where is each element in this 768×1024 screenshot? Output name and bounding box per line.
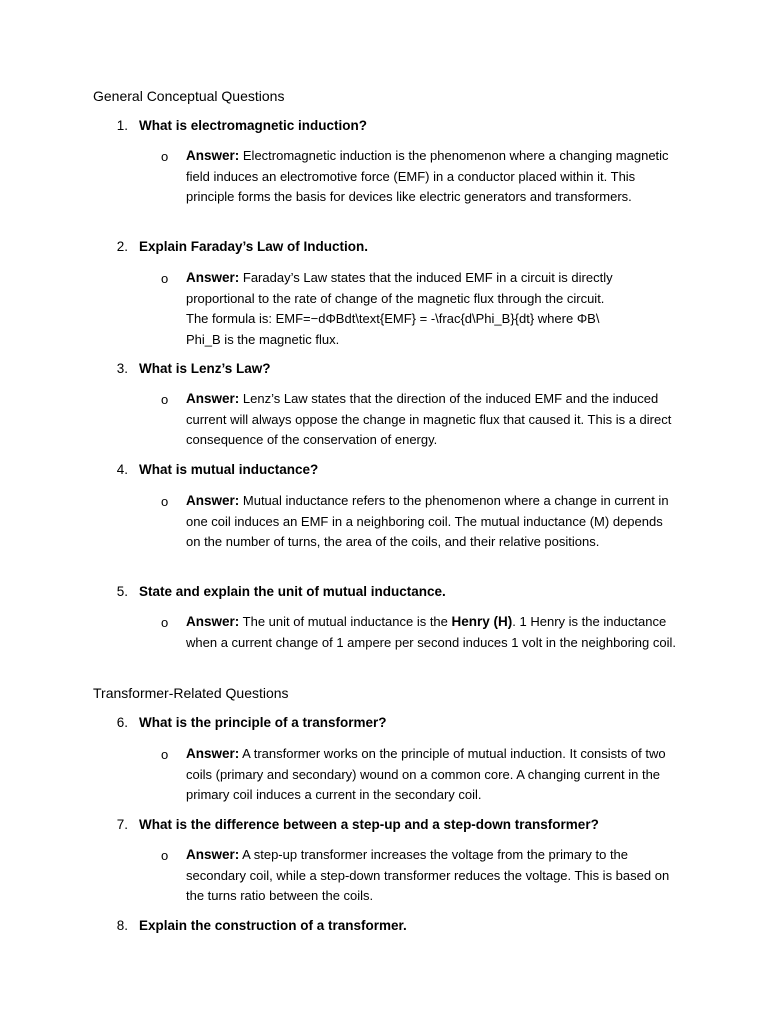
answer-label: Answer: (186, 493, 240, 508)
question-text: What is Lenz’s Law? (139, 361, 271, 376)
bullet-icon: o (161, 271, 169, 286)
question-number: 4. (116, 462, 128, 477)
answer-body: A transformer works on the principle of mutual induction. It consists of two coils (primary and secondary) wound on a common core. A changing current in the primary coil induces a current in the secondary coil. (186, 746, 666, 802)
question-text: What is electromagnetic induction? (139, 118, 368, 133)
question-3 (0, 359, 768, 379)
answer-text (186, 744, 676, 806)
answer-body-post: . 1 Henry is the inductance when a current change of 1 ampere per second induces 1 volt in the neighboring coil. (186, 614, 676, 650)
answer-body: A step-up transformer increases the voltage from the primary to the secondary coil, while a step-down transformer reduces the voltage. This is based on the turns ratio between the coils. (186, 847, 670, 903)
question-6 (0, 713, 768, 733)
question-text: Explain the construction of a transformer. (139, 918, 407, 933)
answer-body-emphasis: Henry (H) (451, 614, 513, 629)
answer-body: Lenz’s Law states that the direction of the induced EMF and the induced current will always oppose the change in magnetic flux that caused it. This is a direct consequence of the conservation of energy. (186, 391, 672, 447)
question-1 (0, 116, 768, 136)
answer-line: Phi_B is the magnetic flux. (186, 331, 340, 347)
bullet-icon: o (161, 494, 169, 509)
answer-label: Answer: (186, 614, 240, 629)
question-4 (0, 460, 768, 480)
answer-label: Answer: (186, 270, 240, 285)
question-text: State and explain the unit of mutual inductance. (139, 584, 446, 599)
answer-text (186, 389, 676, 451)
answer-text (186, 268, 676, 350)
answer-formula-line: The formula is: EMF=−dΦBdt\text{EMF} = -\frac{d\Phi_B}{dt} where ΦB\ (186, 311, 600, 326)
answer-label: Answer: (186, 391, 240, 406)
answer-body: Electromagnetic induction is the phenomenon where a changing magnetic field induces an electromotive force (EMF) in a conductor placed within it. This principle forms the basis for devices like electric generators and transformers. (186, 148, 669, 204)
bullet-icon: o (161, 848, 169, 863)
answer-text (186, 146, 676, 208)
question-number: 5. (116, 584, 128, 599)
question-5 (0, 582, 768, 602)
question-text: What is the principle of a transformer? (139, 715, 387, 730)
question-2 (0, 237, 768, 257)
answer-label: Answer: (186, 847, 240, 862)
question-number: 8. (116, 918, 128, 933)
bullet-icon: o (161, 747, 169, 762)
answer-text (186, 845, 676, 907)
section-heading-transformer: Transformer-Related Questions (93, 685, 289, 701)
question-number: 7. (116, 817, 128, 832)
answer-body-pre: The unit of mutual inductance is the (242, 614, 452, 629)
answer-label: Answer: (186, 746, 240, 761)
question-number: 1. (116, 118, 128, 133)
answer-label: Answer: (186, 148, 240, 163)
bullet-icon: o (161, 392, 169, 407)
answer-text (186, 612, 676, 653)
question-text: Explain Faraday’s Law of Induction. (139, 239, 369, 254)
bullet-icon: o (161, 149, 169, 164)
answer-text (186, 491, 676, 553)
question-number: 3. (116, 361, 128, 376)
question-7 (0, 815, 768, 835)
answer-line: proportional to the rate of change of the magnetic flux through the circuit. (186, 290, 605, 306)
answer-line: Faraday’s Law states that the induced EMF in a circuit is directly (242, 270, 613, 285)
question-number: 6. (116, 715, 128, 730)
bullet-icon: o (161, 615, 169, 630)
question-text: What is mutual inductance? (139, 462, 319, 477)
section-heading-general: General Conceptual Questions (93, 88, 285, 104)
answer-body: Mutual inductance refers to the phenomenon where a change in current in one coil induces an EMF in a neighboring coil. The mutual inductance (M) depends on the number of turns, the area of the coils, and their relative positions. (186, 493, 669, 549)
question-number: 2. (116, 239, 128, 254)
question-8 (0, 916, 768, 936)
question-text: What is the difference between a step-up and a step-down transformer? (139, 817, 599, 832)
